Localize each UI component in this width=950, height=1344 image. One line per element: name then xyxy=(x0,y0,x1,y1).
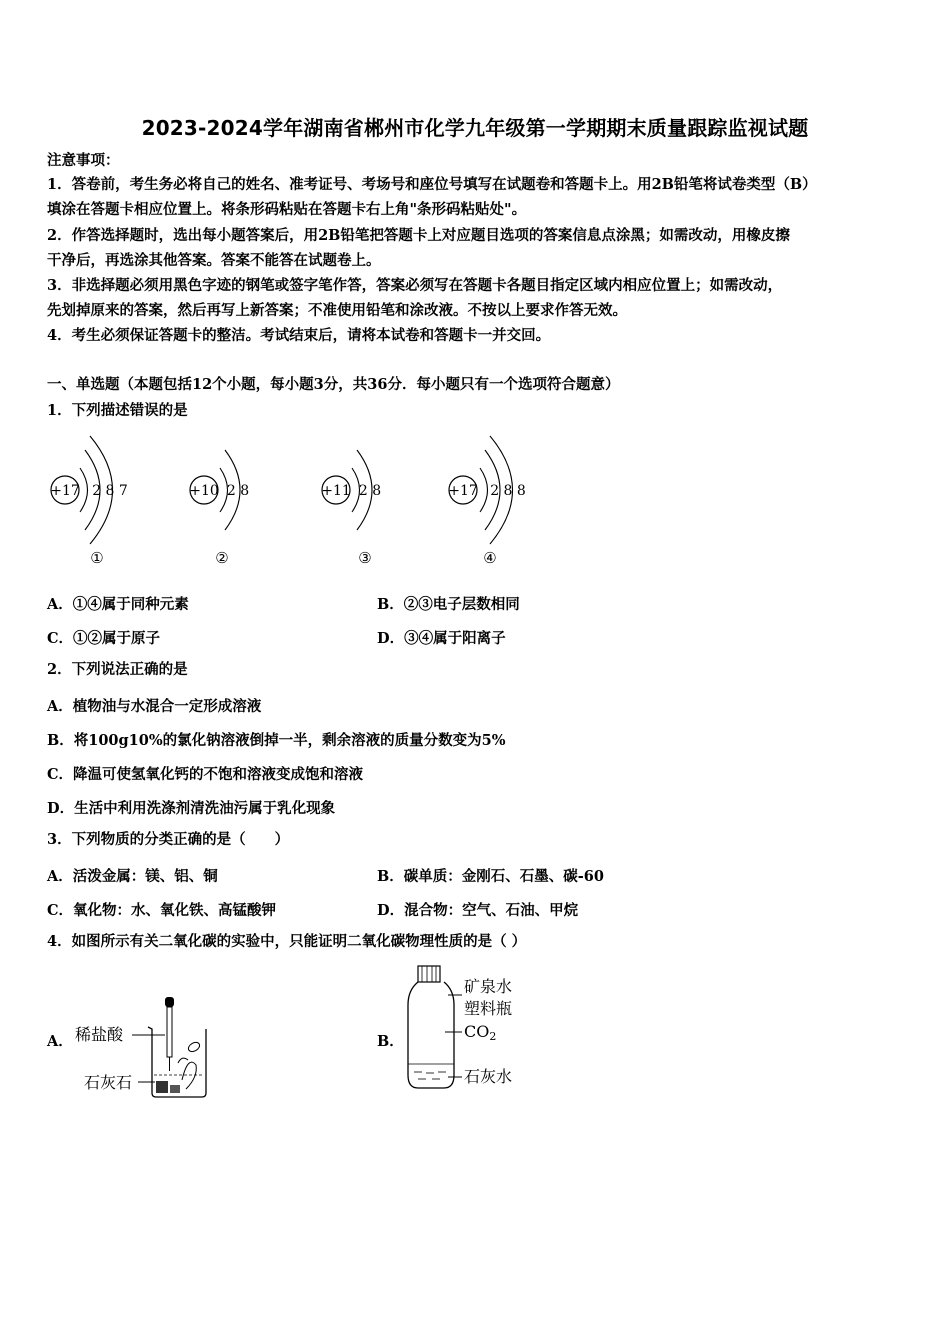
q3-option-c: C．氧化物：水、氧化铁、高锰酸钾 xyxy=(47,902,277,919)
notice-line: 3．非选择题必须用黑色字迹的钢笔或签字笔作答，答案必须写在答题卡各题目指定区域内相应位置上；如需改动， xyxy=(47,277,783,294)
atom-diagram-1 xyxy=(50,436,128,567)
atom-diagram-3 xyxy=(321,450,381,567)
label-lime-water: 石灰水 xyxy=(464,1067,513,1086)
q2-stem: 2．下列说法正确的是 xyxy=(47,661,188,678)
q4-option-b-label: B． xyxy=(377,1033,404,1050)
atom-diagram-4 xyxy=(448,436,526,567)
q1-option-d: D．③④属于阳离子 xyxy=(377,630,506,647)
q2-option-a: A．植物油与水混合一定形成溶液 xyxy=(47,698,262,715)
q2-option-b: B．将100g10%的氯化钠溶液倒掉一半，剩余溶液的质量分数变为5% xyxy=(47,732,506,749)
q3-stem: 3．下列物质的分类正确的是（ ） xyxy=(47,831,290,848)
label-stone: 石灰石 xyxy=(84,1073,133,1092)
q4-stem: 4．如图所示有关二氧化碳的实验中，只能证明二氧化碳物理性质的是（ ） xyxy=(47,933,527,950)
q4-figure-b xyxy=(400,960,540,1095)
label-acid: 稀盐酸 xyxy=(75,1025,124,1044)
section-heading: 一、单选题（本题包括12个小题，每小题3分，共36分．每小题只有一个选项符合题意） xyxy=(47,376,620,393)
atom-label: ② xyxy=(215,549,229,567)
atom-label: ① xyxy=(90,549,104,567)
notice-heading: 注意事项： xyxy=(47,152,120,169)
atom-diagrams xyxy=(40,430,560,575)
atom-diagram-2 xyxy=(189,450,249,567)
notice-line: 2．作答选择题时，选出每小题答案后，用2B铅笔把答题卡上对应题目选项的答案信息点涂黑；如需改动，用橡皮擦 xyxy=(47,227,790,244)
label-bottle-2: 塑料瓶 xyxy=(464,999,513,1018)
q2-option-d: D．生活中利用洗涤剂清洗油污属于乳化现象 xyxy=(47,800,336,817)
q1-stem: 1．下列描述错误的是 xyxy=(47,402,188,419)
atom-nucleus: +10 xyxy=(189,483,219,499)
atom-electrons: 2 8 7 xyxy=(92,483,128,499)
q2-option-c: C．降温可使氢氧化钙的不饱和溶液变成饱和溶液 xyxy=(47,766,364,783)
notice-line: 4．考生必须保证答题卡的整洁。考试结束后，请将本试卷和答题卡一并交回。 xyxy=(47,327,551,344)
q3-option-a: A．活泼金属：镁、铝、铜 xyxy=(47,868,218,885)
atom-label: ④ xyxy=(483,549,497,567)
label-co2: CO2 xyxy=(464,1022,497,1043)
q1-option-c: C．①②属于原子 xyxy=(47,630,161,647)
atom-nucleus: +11 xyxy=(321,483,351,499)
q4-option-a-label: A． xyxy=(47,1033,73,1050)
atom-nucleus: +17 xyxy=(448,483,478,499)
q1-option-b: B．②③电子层数相同 xyxy=(377,596,520,613)
q3-option-d: D．混合物：空气、石油、甲烷 xyxy=(377,902,579,919)
label-bottle: 矿泉水 xyxy=(464,977,513,996)
q4-figure-a xyxy=(70,985,220,1100)
notice-line: 先划掉原来的答案，然后再写上新答案；不准使用铅笔和涂改液。不按以上要求作答无效。 xyxy=(47,302,627,319)
notice-line: 填涂在答题卡相应位置上。将条形码粘贴在答题卡右上角"条形码粘贴处"。 xyxy=(47,201,527,218)
notice-line: 1．答卷前，考生务必将自己的姓名、准考证号、考场号和座位号填写在试题卷和答题卡上。用2B铅笔将试卷类型（B） xyxy=(47,176,817,193)
page-title: 2023-2024学年湖南省郴州市化学九年级第一学期期末质量跟踪监视试题 xyxy=(141,116,809,140)
atom-electrons: 2 8 xyxy=(226,483,250,499)
atom-label: ③ xyxy=(358,549,372,567)
atom-nucleus: +17 xyxy=(50,483,80,499)
q1-option-a: A．①④属于同种元素 xyxy=(47,596,189,613)
atom-electrons: 2 8 xyxy=(358,483,382,499)
atom-electrons: 2 8 8 xyxy=(490,483,526,499)
q3-option-b: B．碳单质：金刚石、石墨、碳-60 xyxy=(377,868,604,885)
notice-line: 干净后，再选涂其他答案。答案不能答在试题卷上。 xyxy=(47,252,381,269)
